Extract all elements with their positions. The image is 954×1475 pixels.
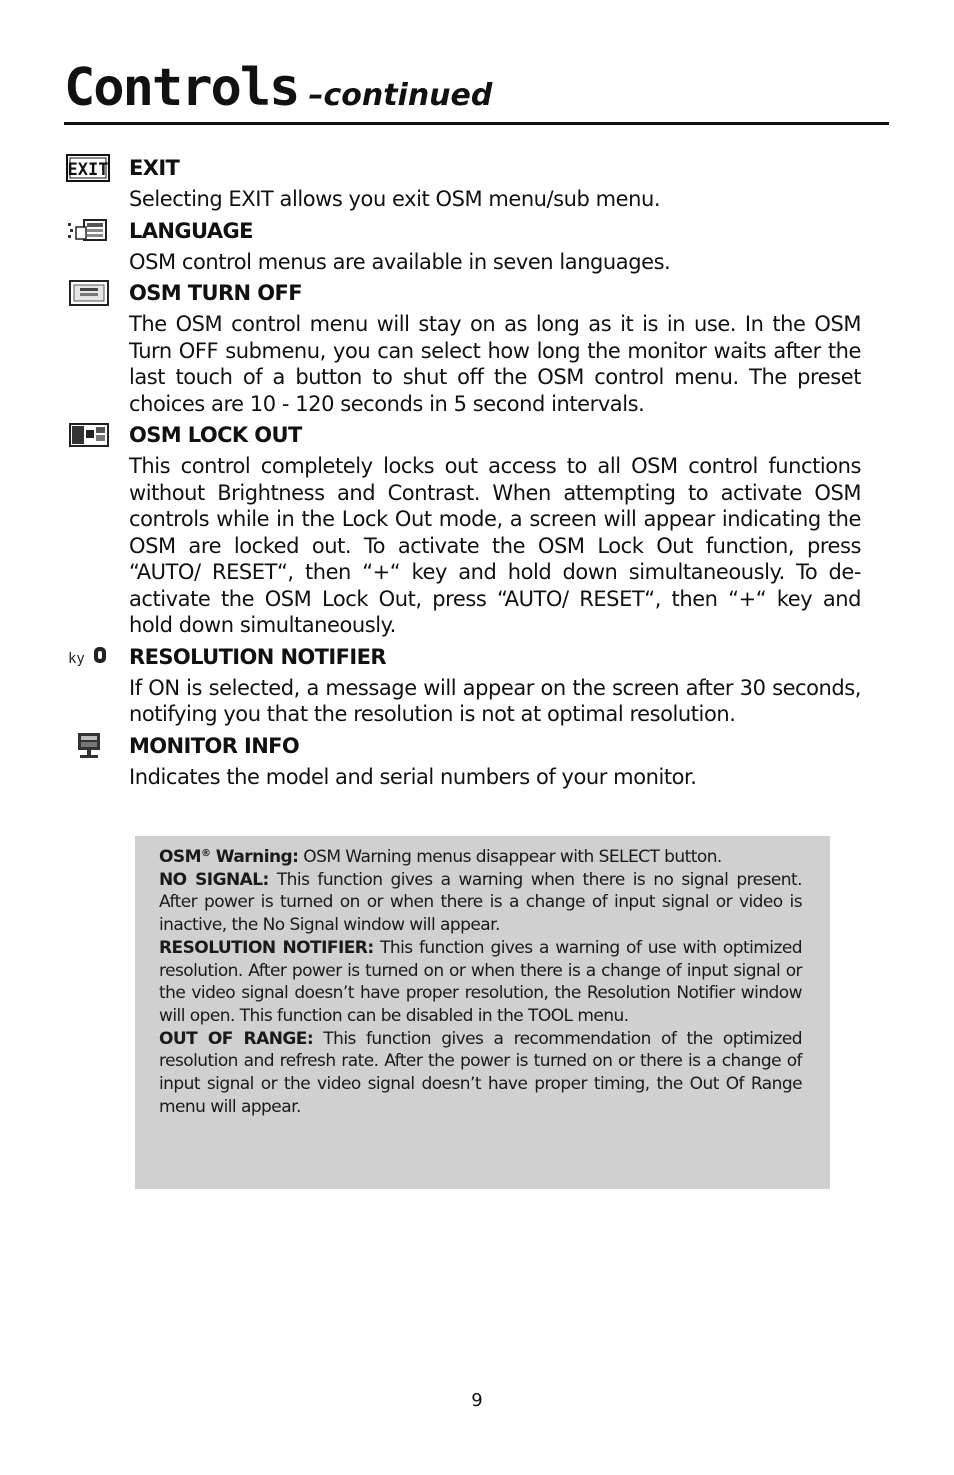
language-icon bbox=[66, 217, 110, 245]
section-body: Indicates the model and serial numbers of your monitor. bbox=[129, 764, 697, 789]
note-osm-warning bbox=[159, 846, 802, 869]
note-label-rest: Warning: bbox=[210, 847, 299, 867]
section-heading: OSM LOCK OUT bbox=[129, 423, 302, 447]
section-osm-lock-out bbox=[0, 419, 954, 639]
note-label: NO SIGNAL: bbox=[159, 869, 269, 890]
note-text: This function gives a warning of use with optimized resolution. After power is turned on or when there is a change of input signal or the video signal doesn’t have proper resolution, the Resolution Notifier window will open. This function can be disabled in the TOOL menu. bbox=[159, 937, 802, 1026]
section-resolution-notifier bbox=[0, 641, 954, 728]
note-label: OUT OF RANGE: bbox=[159, 1028, 314, 1049]
section-monitor-info bbox=[0, 730, 954, 791]
section-osm-turn-off bbox=[0, 277, 954, 417]
section-exit bbox=[0, 152, 954, 213]
note-label bbox=[159, 847, 298, 867]
registered-mark: ® bbox=[200, 848, 211, 859]
osm-turn-off-icon bbox=[66, 279, 110, 307]
resolution-notifier-icon bbox=[66, 643, 110, 671]
exit-icon-label: EXIT bbox=[67, 160, 109, 180]
osm-warning-note bbox=[135, 836, 830, 1189]
controls-list bbox=[0, 152, 954, 792]
section-heading: LANGUAGE bbox=[129, 218, 253, 243]
note-label: RESOLUTION NOTIFIER: bbox=[159, 937, 374, 958]
lock-icon bbox=[66, 421, 110, 449]
page-title-main: Controls bbox=[64, 58, 299, 118]
page-title bbox=[64, 56, 492, 128]
section-heading: MONITOR INFO bbox=[129, 733, 300, 758]
section-heading: OSM TURN OFF bbox=[129, 281, 302, 305]
page-number: 9 bbox=[471, 1390, 483, 1411]
section-body: OSM control menus are available in seven languages. bbox=[129, 249, 671, 274]
section-body: If ON is selected, a message will appear on the screen after 30 seconds, notifying you that the resolution is not at optimal resolution. bbox=[129, 675, 861, 726]
section-body: This control completely locks out access to all OSM control functions without Brightness and Contrast. When attempting to activate OSM controls while in the Lock Out mode, a screen will appear indicating the OSM are locked out. To activate the OSM Lock Out function, press “AUTO/ RESET“, then “+“ key and hold down simultaneously. To de-activate the OSM Lock Out, press “AUTO/ RESET“, then “+“ key and hold down simultaneously. bbox=[129, 454, 861, 637]
note-no-signal bbox=[159, 869, 802, 937]
section-language bbox=[0, 215, 954, 276]
note-resolution-notifier bbox=[159, 937, 802, 1028]
note-text: This function gives a warning when there is no signal present. After power is turned on or when there is a change of input signal or video is inactive, the No Signal window will appear. bbox=[159, 869, 802, 936]
exit-icon bbox=[66, 154, 110, 182]
note-out-of-range bbox=[159, 1028, 802, 1119]
section-body: The OSM control menu will stay on as long as it is in use. In the OSM Turn OFF submenu, you can select how long the monitor waits after the last touch of a button to shut off the OSM control menu. The preset choices are 10 - 120 seconds in 5 second intervals. bbox=[129, 312, 861, 416]
monitor-info-icon bbox=[66, 732, 110, 760]
title-divider bbox=[64, 122, 889, 125]
section-heading: EXIT bbox=[129, 156, 180, 180]
svg-text:ky: ky bbox=[68, 650, 85, 667]
note-text: This function gives a recommendation of the optimized resolution and refresh rate. After the power is turned on or there is a change of input signal or the video signal doesn’t have proper timing, the Out Of Range menu will appear. bbox=[159, 1028, 802, 1117]
note-label-main: OSM bbox=[159, 847, 201, 867]
section-heading: RESOLUTION NOTIFIER bbox=[129, 644, 386, 669]
section-body: Selecting EXIT allows you exit OSM menu/sub menu. bbox=[129, 187, 661, 211]
note-text: OSM Warning menus disappear with SELECT button. bbox=[298, 847, 722, 867]
page-subtitle: –continued bbox=[308, 78, 493, 113]
